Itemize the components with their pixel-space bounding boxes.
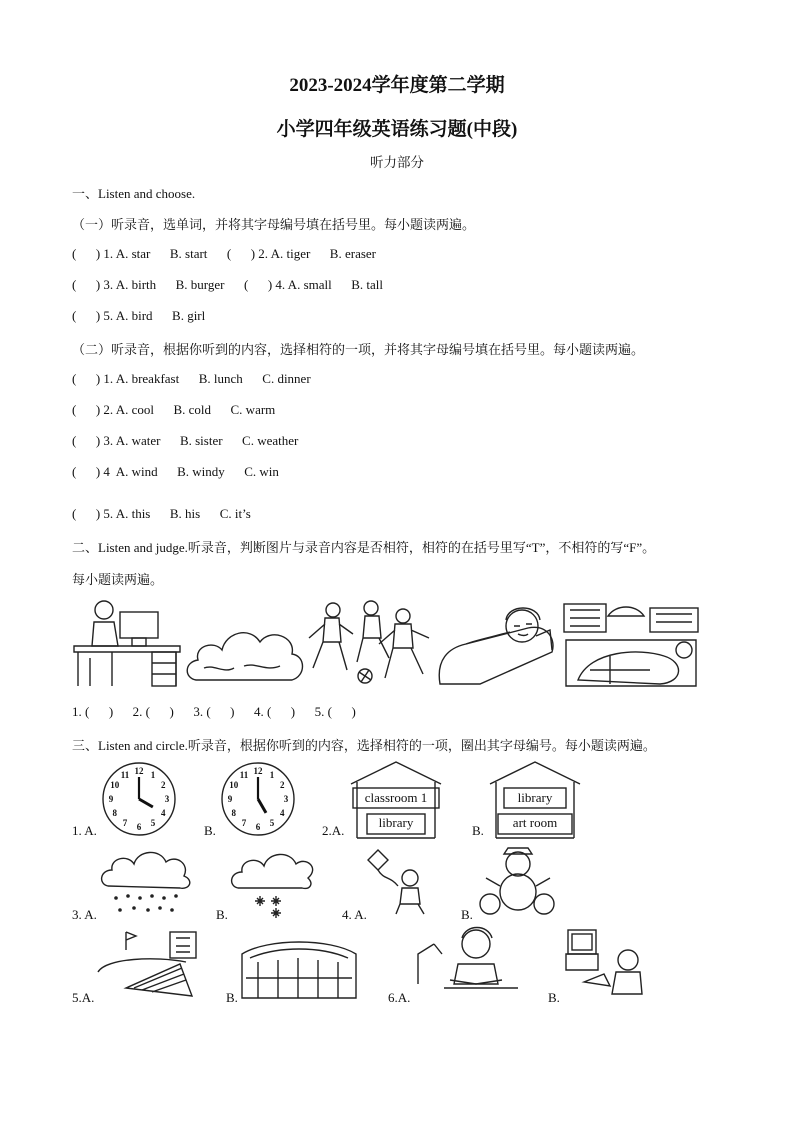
clock-number: 8 <box>112 808 118 818</box>
q6-option-b-label: B. <box>548 990 560 1005</box>
part1-sub1-row: ( ) 1. A. star B. start ( ) 2. A. tiger B. eraser <box>72 246 377 261</box>
computer-desk-picture <box>72 598 182 690</box>
clock-number: 3 <box>283 794 289 804</box>
clock-number: 6 <box>255 822 261 832</box>
part1-sub2-row: ( ) 5. A. this B. his C. it’s <box>72 506 251 521</box>
clock-4-oclock-icon <box>100 760 178 838</box>
q3-option-b-label: B. <box>216 907 228 922</box>
football-players-picture <box>305 598 435 690</box>
q2-option-a-label: 2.A. <box>322 823 345 838</box>
part1-sub2-instruction: （二）听录音，根据你听到的内容，选择相符的一项，并将其字母编号填在括号里。每小题读两遍。 <box>72 342 645 357</box>
kite-boy-picture <box>370 846 434 918</box>
part1-heading: 一、Listen and choose. <box>72 186 196 201</box>
exam-title-line2: 小学四年级英语练习题(中段) <box>276 119 518 140</box>
clock-number: 9 <box>227 794 233 804</box>
clock-number: 8 <box>231 808 237 818</box>
q4-option-b-label: B. <box>461 907 473 922</box>
sign-library: library <box>378 815 414 830</box>
part1-sub2-row: ( ) 4 A. wind B. windy C. win <box>72 464 279 479</box>
stadium-picture <box>238 934 360 1000</box>
clock-number: 5 <box>269 818 275 829</box>
q3-option-a-label: 3. A. <box>72 907 97 922</box>
hour-hand <box>139 799 153 807</box>
sign-art-room: art room <box>512 815 558 830</box>
part2-heading-cont: 每小题读两遍。 <box>72 572 164 587</box>
part1-sub1-row: ( ) 3. A. birth B. burger ( ) 4. A. small B. tall <box>72 277 384 292</box>
clock-number: 12 <box>134 766 144 776</box>
sign-classroom-1: classroom 1 <box>364 790 428 805</box>
clock-number: 4 <box>279 808 285 818</box>
cloud-picture <box>184 618 306 690</box>
clock-number: 10 <box>110 780 120 790</box>
part1-sub2-row: ( ) 2. A. cool B. cold C. warm <box>72 402 276 417</box>
playground-picture <box>96 928 200 1000</box>
clock-number: 7 <box>241 818 247 829</box>
q5-option-a-label: 5.A. <box>72 990 95 1005</box>
part1-sub2-row: ( ) 1. A. breakfast B. lunch C. dinner <box>72 371 311 386</box>
clock-number: 7 <box>122 818 128 829</box>
snowman-picture <box>478 846 558 918</box>
part1-sub1-instruction: （一）听录音，选单词，并将其字母编号填在括号里。每小题读两遍。 <box>72 217 476 232</box>
clock-number: 12 <box>253 766 263 776</box>
q5-option-b-label: B. <box>226 990 238 1005</box>
q1-option-a-label: 1. A. <box>72 823 97 838</box>
clock-number: 1 <box>150 769 156 780</box>
sleeping-child-picture <box>436 600 560 690</box>
part3-heading: 三、Listen and circle.听录音，根据你听到的内容，选择相符的一项，圈出其字母编号。每小题读两遍。 <box>72 738 656 753</box>
clock-number: 10 <box>229 780 239 790</box>
section-name: 听力部分 <box>370 155 424 170</box>
boy-reading-picture <box>414 924 522 996</box>
part2-answer-row: 1. ( ) 2. ( ) 3. ( ) 4. ( ) 5. ( ) <box>72 704 356 719</box>
q1-option-b-label: B. <box>204 823 216 838</box>
clock-number: 9 <box>108 794 114 804</box>
snow-cloud-icon <box>230 846 310 918</box>
part2-heading: 二、Listen and judge.听录音，判断图片与录音内容是否相符，相符的在括号里写“T”，不相符的写“F”。 <box>72 540 656 555</box>
clock-number: 2 <box>279 780 285 790</box>
boy-watching-tv-picture <box>562 926 652 998</box>
q4-option-a-label: 4. A. <box>342 907 367 922</box>
sign-library: library <box>517 790 553 805</box>
clock-number: 4 <box>160 808 166 818</box>
q2-option-b-label: B. <box>472 823 484 838</box>
clock-number: 3 <box>164 794 170 804</box>
clock-number: 1 <box>269 769 275 780</box>
part1-sub2-row: ( ) 3. A. water B. sister C. weather <box>72 433 299 448</box>
clock-number: 2 <box>160 780 166 790</box>
school-campus-picture <box>560 600 702 690</box>
clock-5-oclock-icon <box>219 760 297 838</box>
exam-title-line1: 2023-2024学年度第二学期 <box>289 75 505 96</box>
hour-hand <box>258 799 266 813</box>
q6-option-a-label: 6.A. <box>388 990 411 1005</box>
clock-number: 6 <box>136 822 142 832</box>
part1-sub1-row: ( ) 5. A. bird B. girl <box>72 308 206 323</box>
clock-number: 5 <box>150 818 156 829</box>
rain-cloud-icon <box>100 846 188 918</box>
clock-number: 11 <box>120 769 130 780</box>
clock-number: 11 <box>239 769 249 780</box>
